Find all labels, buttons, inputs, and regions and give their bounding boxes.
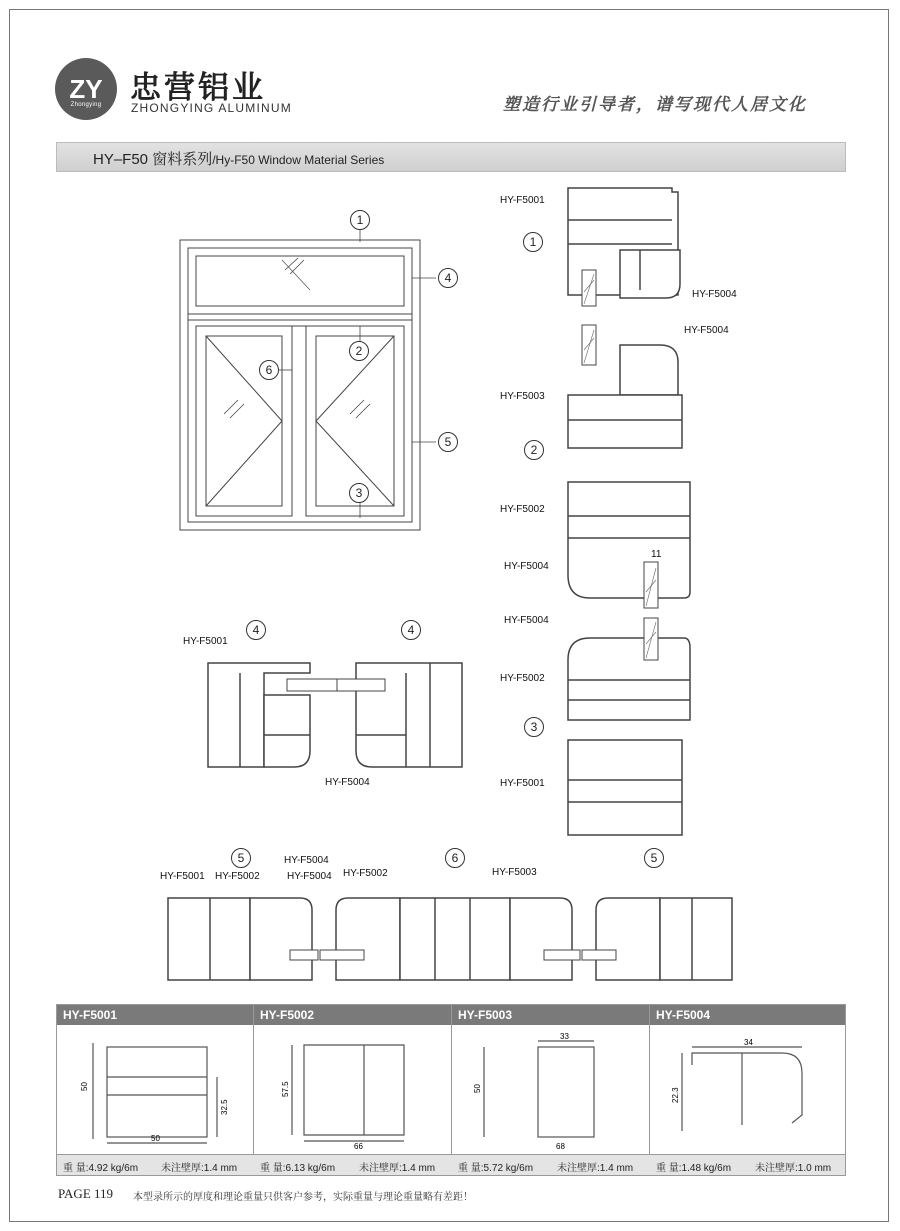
label-f5004-f: HY-F5004 — [284, 855, 329, 866]
callout-4: 4 — [438, 268, 458, 288]
callout-1-section: 1 — [523, 232, 543, 252]
vertical-section-drawing — [560, 180, 710, 845]
label-f5002-a: HY-F5002 — [500, 504, 545, 515]
label-f5004-c: HY-F5004 — [504, 561, 549, 572]
section-4-drawing — [200, 655, 470, 775]
spec-column-f5002 — [254, 1005, 452, 1175]
brand-name-cn: 忠营铝业 — [130, 70, 266, 106]
label-f5004-a: HY-F5004 — [692, 289, 737, 300]
glass-width-label: 11 — [651, 549, 662, 560]
label-f5004-b: HY-F5004 — [684, 325, 729, 336]
label-f5002-c: HY-F5002 — [215, 871, 260, 882]
label-f5004-d: HY-F5004 — [504, 615, 549, 626]
spec-code: HY-F5003 — [458, 1008, 513, 1022]
brand-name-en: ZHONGYING ALUMINUM — [131, 101, 292, 115]
callout-4-right: 4 — [401, 620, 421, 640]
dim-width: 66 — [354, 1142, 363, 1151]
profile-f5001-drawing — [80, 1035, 235, 1145]
dim-height: 50 — [80, 1082, 89, 1091]
callout-3-section: 3 — [524, 717, 544, 737]
spec-code: HY-F5004 — [656, 1008, 711, 1022]
weight-f5002: 重 量:6.13 kg/6m — [260, 1163, 336, 1174]
spec-table-footer — [57, 1154, 845, 1175]
label-f5004-e: HY-F5004 — [325, 777, 370, 788]
weight-f5004: 重 量:1.48 kg/6m — [656, 1163, 732, 1174]
dim-width: 68 — [556, 1142, 565, 1151]
callout-6-middle: 6 — [445, 848, 465, 868]
label-f5001-a: HY-F5001 — [500, 195, 545, 206]
callout-2-section: 2 — [524, 440, 544, 460]
label-f5002-b: HY-F5002 — [500, 673, 545, 684]
label-f5004-g: HY-F5004 — [287, 871, 332, 882]
dim-width: 50 — [151, 1134, 160, 1143]
label-f5001-d: HY-F5001 — [160, 871, 205, 882]
callout-5: 5 — [438, 432, 458, 452]
callout-2: 2 — [349, 341, 369, 361]
weight-f5001: 重 量:4.92 kg/6m — [63, 1163, 139, 1174]
spec-code: HY-F5002 — [260, 1008, 315, 1022]
dim-height: 57.5 — [281, 1081, 290, 1097]
profile-f5003-drawing — [473, 1031, 636, 1151]
spec-code: HY-F5001 — [63, 1008, 118, 1022]
callout-1: 1 — [350, 210, 370, 230]
horizontal-section-drawing — [160, 890, 740, 990]
weight-f5003: 重 量:5.72 kg/6m — [458, 1163, 534, 1174]
series-title-en: /Hy-F50 Window Material Series — [212, 153, 385, 167]
spec-table — [56, 1004, 846, 1176]
callout-4-left: 4 — [246, 620, 266, 640]
dim-height: 50 — [473, 1084, 482, 1093]
callout-5-right: 5 — [644, 848, 664, 868]
series-title-cn: HY–F50 窗料系列 — [93, 151, 213, 168]
spec-column-f5001 — [57, 1005, 254, 1175]
spec-column-f5003 — [452, 1005, 650, 1175]
label-f5001-c: HY-F5001 — [183, 636, 228, 647]
wall-f5003: 未注壁厚:1.4 mm — [557, 1163, 634, 1174]
brand-logo: ZY Zhongying — [55, 58, 117, 120]
disclaimer-note: 本型录所示的厚度和理论重量只供客户参考，实际重量与理论重量略有差距！ — [133, 1192, 473, 1203]
label-f5002-d: HY-F5002 — [343, 868, 388, 879]
wall-f5001: 未注壁厚:1.4 mm — [161, 1163, 238, 1174]
window-elevation-drawing — [170, 230, 470, 540]
wall-f5002: 未注壁厚:1.4 mm — [359, 1163, 436, 1174]
slogan: 塑造行业引导者，谱写现代人居文化 — [503, 95, 807, 115]
label-f5003-b: HY-F5003 — [492, 867, 537, 878]
dim-width: 34 — [744, 1038, 753, 1047]
label-f5003-a: HY-F5003 — [500, 391, 545, 402]
series-title-bar — [56, 142, 846, 172]
callout-6: 6 — [259, 360, 279, 380]
label-f5001-b: HY-F5001 — [500, 778, 545, 789]
dim-height: 22.3 — [671, 1087, 680, 1103]
dim-inner: 32.5 — [220, 1099, 229, 1115]
callout-5-left: 5 — [231, 848, 251, 868]
spec-column-f5004 — [650, 1005, 845, 1175]
dim-top: 33 — [560, 1032, 569, 1041]
page-number: PAGE 119 — [58, 1186, 114, 1201]
profile-f5004-drawing — [672, 1035, 832, 1145]
wall-f5004: 未注壁厚:1.0 mm — [755, 1163, 832, 1174]
profile-f5002-drawing — [281, 1035, 434, 1151]
callout-3: 3 — [349, 483, 369, 503]
